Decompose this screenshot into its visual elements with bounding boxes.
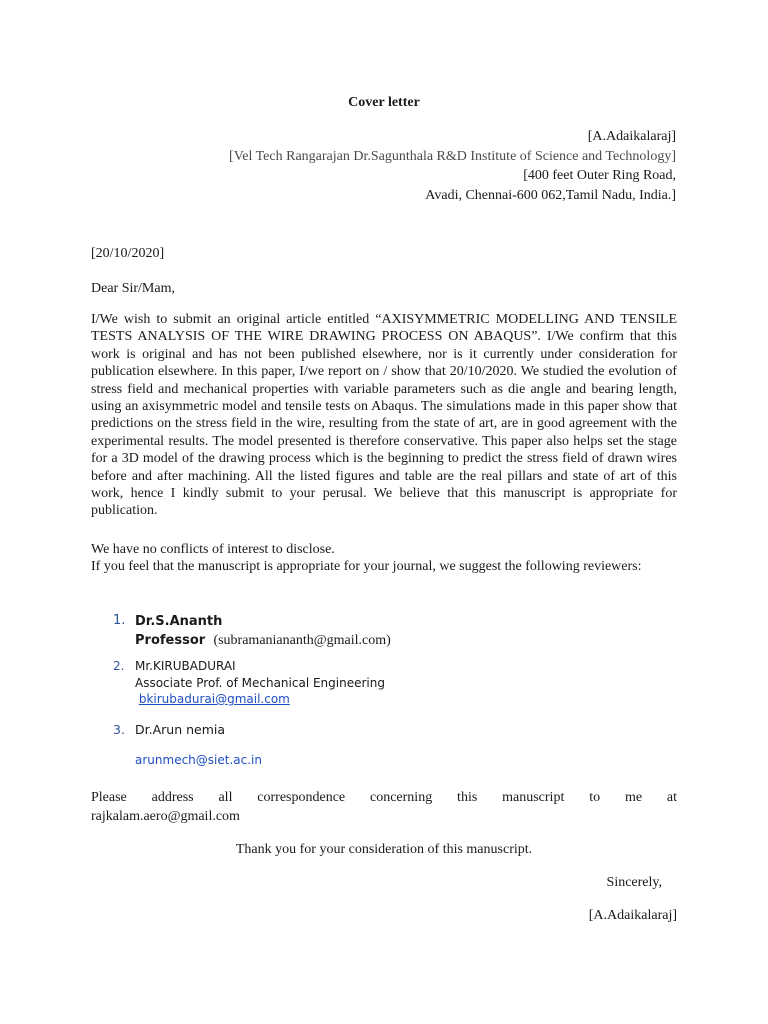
thanks-text: Thank you for your consideration of this manuscript.	[235, 842, 533, 857]
correspondence-email: rajkalam.aero@gmail.com	[91, 809, 240, 824]
letter-date: [20/10/2020]	[91, 246, 165, 261]
salutation: Dear Sir/Mam,	[91, 281, 175, 296]
signature: [A.Adaikalaraj]	[588, 908, 677, 923]
reviewer-role-line	[135, 631, 391, 650]
reviewer-details	[135, 658, 385, 708]
reviewer-number: 1.	[113, 613, 126, 628]
reviewer-details	[135, 612, 391, 650]
reviewer-number: 3.	[113, 722, 125, 737]
sender-address-line1: [400 feet Outer Ring Road,	[523, 168, 676, 183]
document-title: Cover letter	[348, 95, 420, 110]
body-paragraph: I/We wish to submit an original article entitled “AXISYMMETRIC MODELLING AND TENSILE TESTS ANALYSIS OF THE WIRE DRAWING PROCESS ON ABAQUS”. I/We confirm that this work is original and has not been published elsewhere, nor is it currently under consideration for publication elsewhere. In this paper, I/we report on / show that 20/10/2020. We studied the evolution of stress field and mechanical properties with variable parameters such as die angle and bearing length, using an axisymmetric model and tensile tests on Abaqus. The simulations made in this paper show that predictions on the stress field in the wire, resulting from the state of art, are in good agreement with the experimental results. The model presented is therefore conservative. This paper also helps set the stage for a 3D model of the drawing process which is the beginning to predict the stress field of drawn wires before and after machining. All the listed figures and table are the real pillars and state of art of this work, hence I kindly submit to your perusal. We believe that this manuscript is appropriate for publication.	[91, 312, 677, 519]
sender-institution: [Vel Tech Rangarajan Dr.Sagunthala R&D Institute of Science and Technology]	[229, 148, 676, 164]
reviewer-role: Professor	[135, 633, 206, 648]
sender-block	[229, 127, 676, 205]
reviewer-role: Associate Prof. of Mechanical Engineering	[135, 675, 385, 690]
reviewer-name: Mr.KIRUBADURAI	[135, 659, 236, 673]
conflicts-statement: We have no conflicts of interest to disclose.	[91, 542, 335, 557]
reviewer-email-link[interactable]: bkirubadurai@gmail.com	[138, 692, 290, 706]
reviewer-name: Dr.Arun nemia	[135, 722, 226, 737]
thanks-line	[0, 841, 768, 859]
reviewer-email-link[interactable]: arunmech@siet.ac.in	[135, 753, 262, 767]
sender-name: [A.Adaikalaraj]	[587, 129, 676, 144]
reviewer-suggestion-intro: If you feel that the manuscript is appropriate for your journal, we suggest the following reviewers:	[91, 559, 642, 574]
closing: Sincerely,	[606, 875, 662, 890]
reviewer-email: (subramaniananth@gmail.com)	[213, 633, 391, 648]
correspondence-statement: Please address all correspondence concerning this manuscript to me at	[91, 790, 677, 805]
reviewer-details	[135, 721, 225, 739]
reviewer-email-row	[135, 691, 385, 708]
sender-address-line2: Avadi, Chennai-600 062,Tamil Nadu, India.]	[425, 187, 676, 203]
reviewer-number: 2.	[113, 659, 125, 673]
reviewer-name: Dr.S.Ananth	[135, 614, 223, 629]
